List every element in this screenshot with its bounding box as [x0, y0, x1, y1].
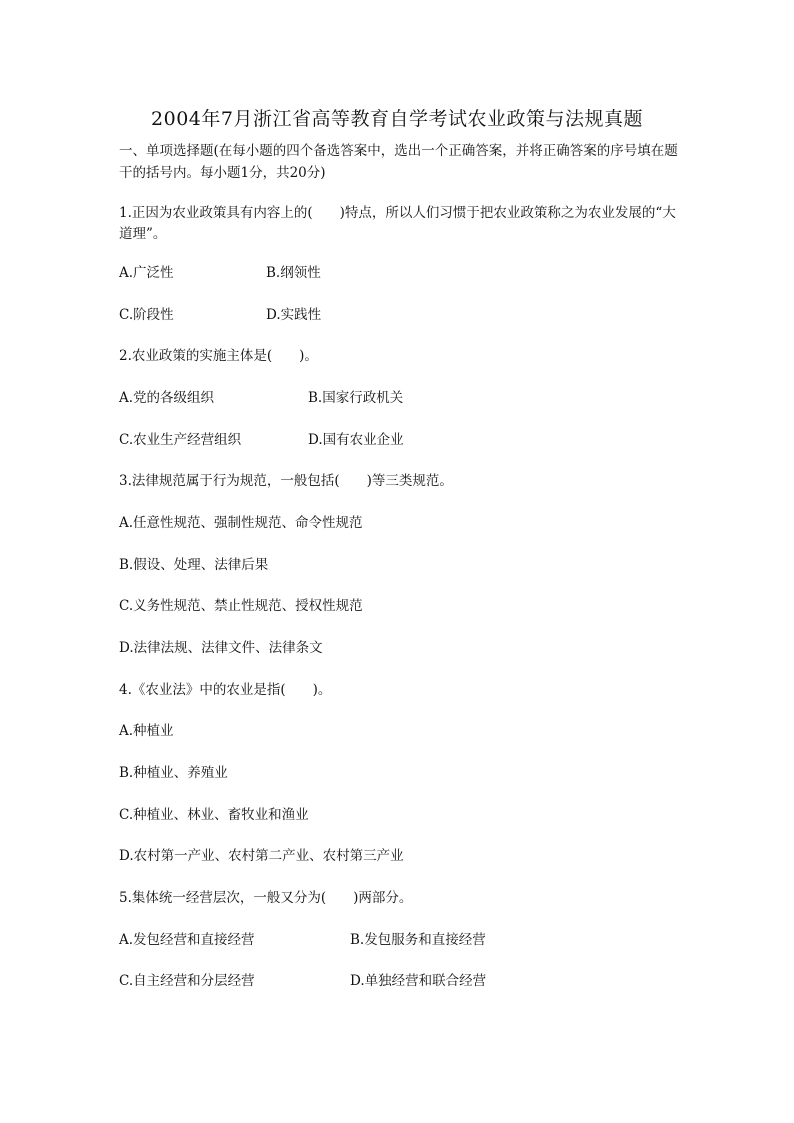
- question-2-option-b: B.国家行政机关: [308, 390, 404, 406]
- question-4-option-c: C.种植业、林业、畜牧业和渔业: [119, 807, 309, 823]
- question-3-option-b: B.假设、处理、法律后果: [119, 557, 269, 573]
- question-5-option-b: B.发包服务和直接经营: [350, 932, 486, 948]
- section-intro: 一、单项选择题(在每小题的四个备选答案中，选出一个正确答案，并将正确答案的序号填在题干的括号内。每小题1分，共20分): [119, 143, 678, 181]
- question-5-stem: 5.集体统一经营层次，一般又分为( )两部分。: [119, 890, 413, 906]
- question-3-option-c: C.义务性规范、禁止性规范、授权性规范: [119, 598, 363, 614]
- question-1-option-c: C.阶段性: [119, 307, 174, 323]
- question-1-stem: 1.正因为农业政策具有内容上的( )特点，所以人们习惯于把农业政策称之为农业发展的“大道理”。: [119, 205, 676, 242]
- question-1-option-a: A.广泛性: [119, 265, 174, 281]
- question-3-option-d: D.法律法规、法律文件、法律条文: [119, 640, 323, 656]
- question-3-option-a: A.任意性规范、强制性规范、命令性规范: [119, 515, 363, 531]
- question-1-option-b: B.纲领性: [266, 265, 321, 281]
- question-1-option-d: D.实践性: [266, 307, 322, 323]
- question-4-option-a: A.种植业: [119, 723, 174, 739]
- question-4-option-d: D.农村第一产业、农村第二产业、农村第三产业: [119, 848, 404, 864]
- question-4-stem: 4.《农业法》中的农业是指( )。: [119, 682, 332, 698]
- question-2-option-a: A.党的各级组织: [119, 390, 215, 406]
- question-5-option-c: C.自主经营和分层经营: [119, 973, 255, 989]
- question-2-option-d: D.国有农业企业: [308, 432, 404, 448]
- question-2-stem: 2.农业政策的实施主体是( )。: [119, 348, 318, 364]
- question-2-option-c: C.农业生产经营组织: [119, 432, 242, 448]
- question-4-option-b: B.种植业、养殖业: [119, 765, 228, 781]
- question-3-stem: 3.法律规范属于行为规范，一般包括( )等三类规范。: [119, 473, 453, 489]
- page-title: 2004年7月浙江省高等教育自学考试农业政策与法规真题: [151, 108, 643, 130]
- question-5-option-a: A.发包经营和直接经营: [119, 932, 255, 948]
- question-5-option-d: D.单独经营和联合经营: [350, 973, 487, 989]
